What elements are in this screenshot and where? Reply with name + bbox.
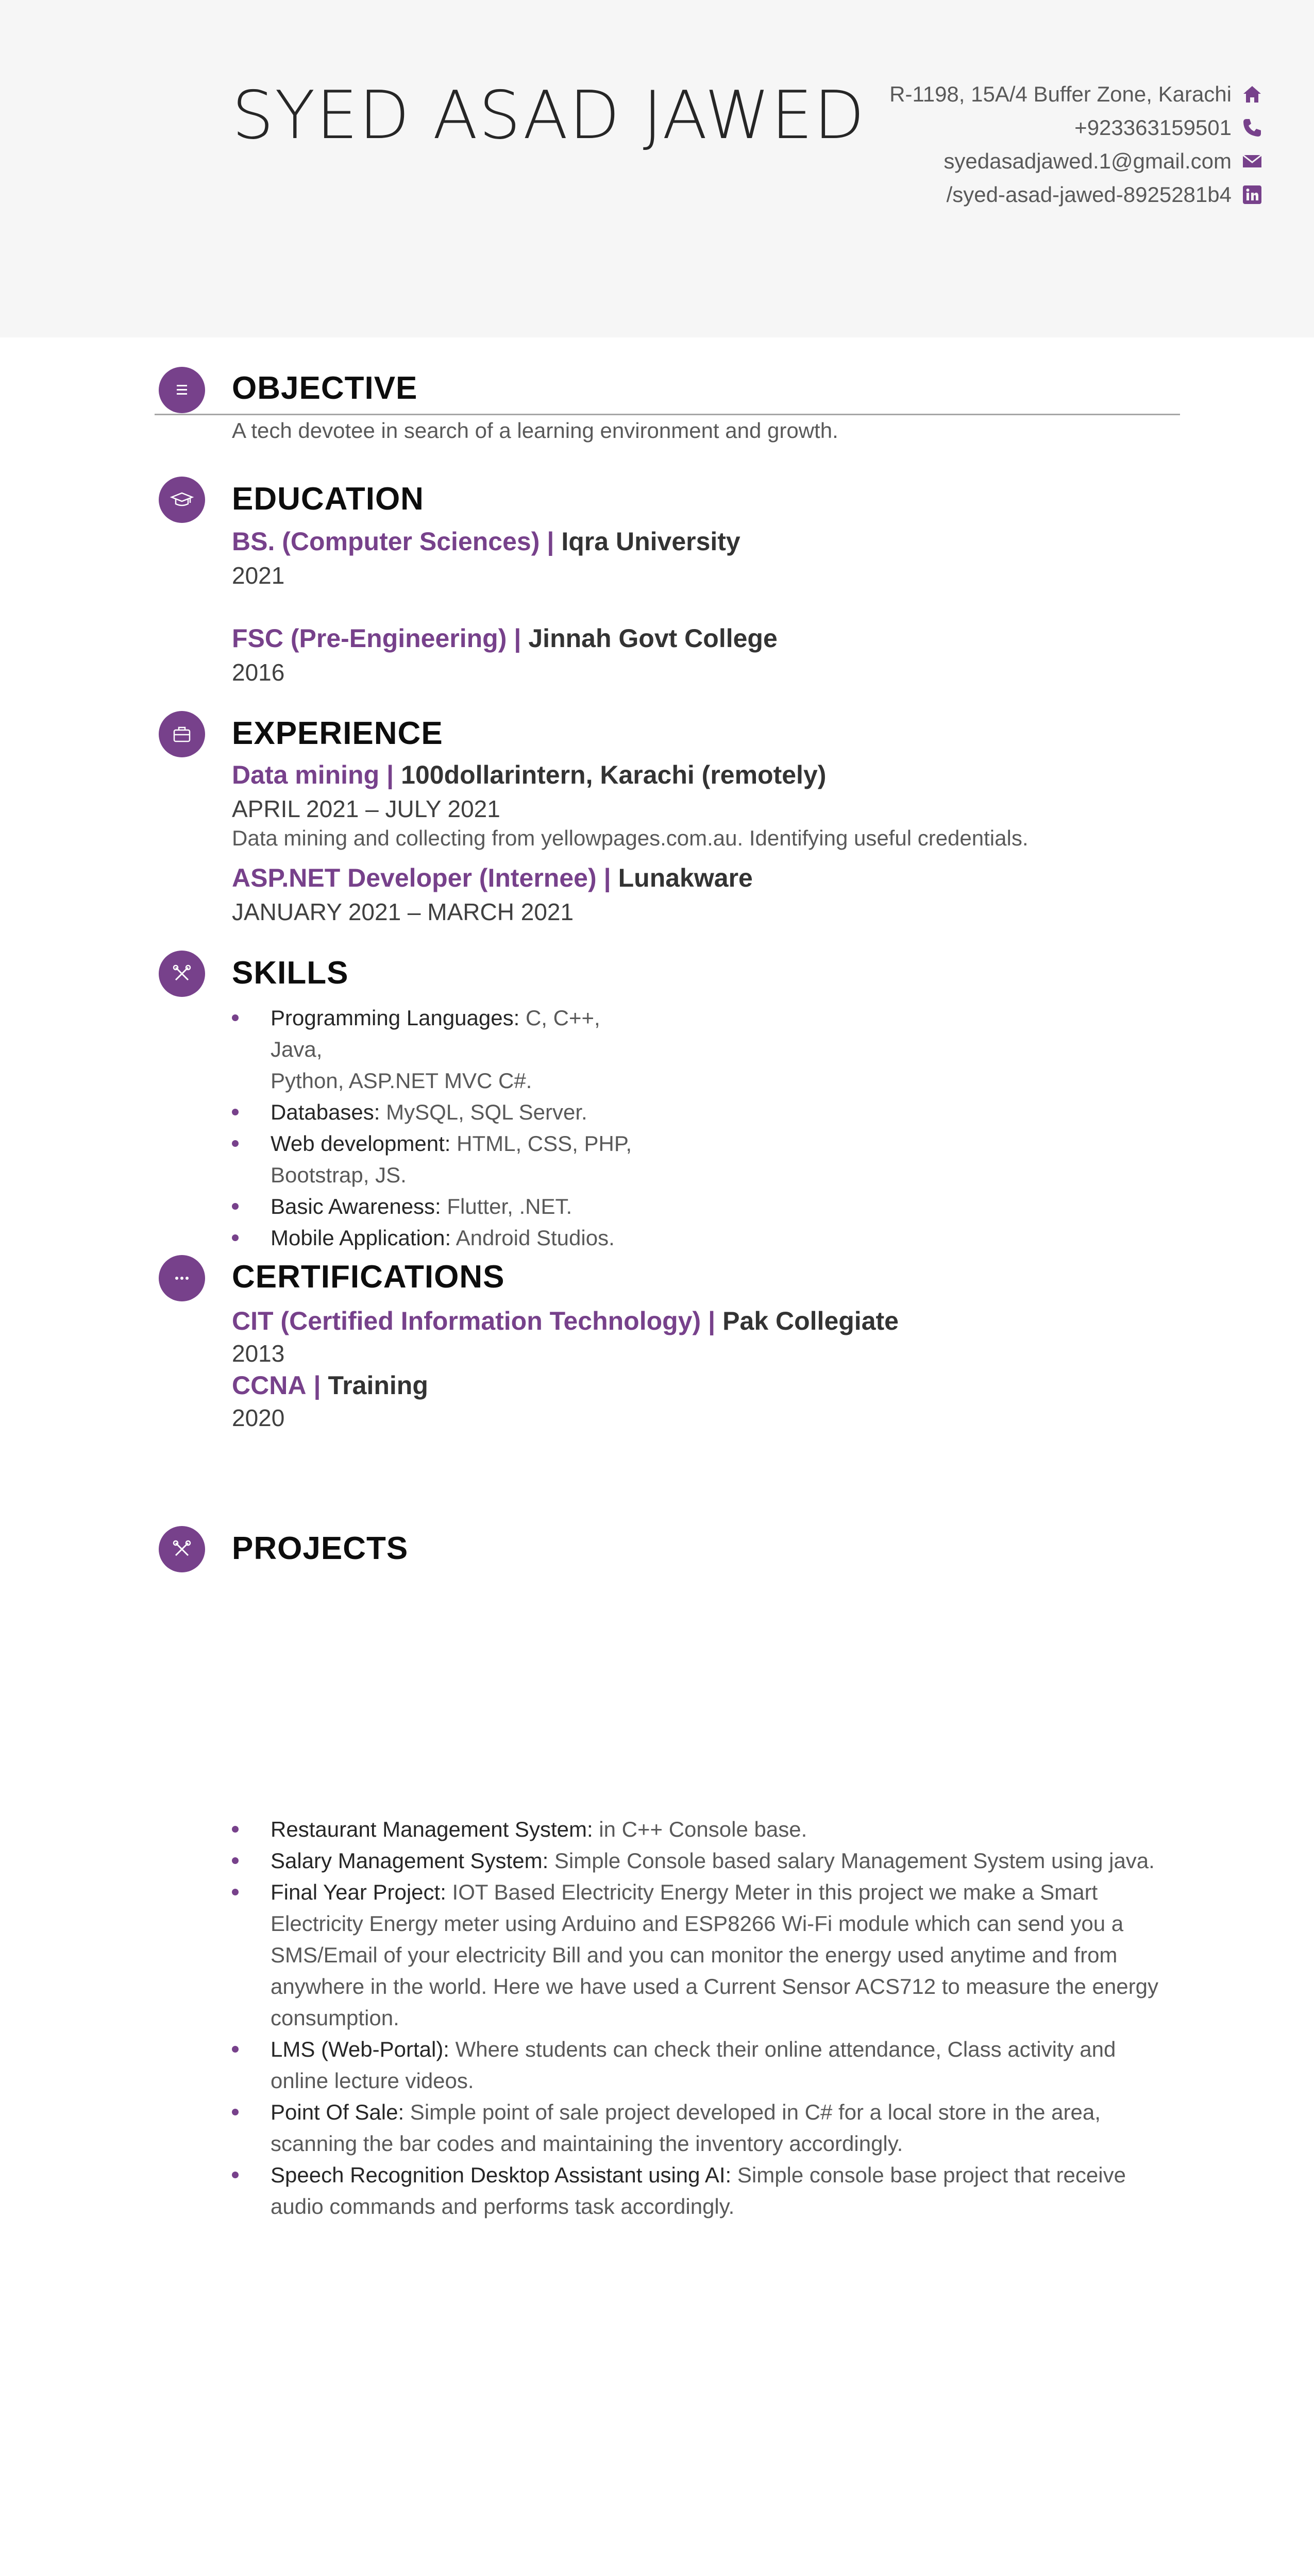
project-text: consumption. xyxy=(271,2006,399,2030)
skill-text: HTML, CSS, PHP, xyxy=(450,1131,632,1156)
project-text: in C++ Console base. xyxy=(593,1817,807,1841)
skill-text: C, C++, Java, xyxy=(271,1006,600,1061)
skill-item xyxy=(232,1128,644,1191)
project-item xyxy=(232,1876,1180,2033)
certification-entry-2 xyxy=(232,1370,428,1400)
separator: | xyxy=(708,1307,716,1335)
contact-linkedin[interactable] xyxy=(947,180,1262,209)
company-2: Lunakware xyxy=(618,863,753,892)
project-text: audio commands and performs task accordingly. xyxy=(271,2194,735,2218)
project-text: online lecture videos. xyxy=(271,2069,474,2093)
certifications-icon xyxy=(159,1255,205,1301)
bullet-dot xyxy=(232,1014,239,1021)
skill-label: Basic Awareness: xyxy=(271,1194,441,1218)
skill-text: MySQL, SQL Server. xyxy=(380,1100,587,1124)
experience-desc-1: Data mining and collecting from yellowpages.com.au. Identifying useful credentials. xyxy=(232,826,1029,850)
skill-item xyxy=(232,1222,644,1253)
bullet-dot xyxy=(232,1203,239,1210)
skill-text: Bootstrap, JS. xyxy=(271,1163,407,1187)
project-label: Speech Recognition Desktop Assistant using AI: xyxy=(271,2163,732,2187)
skill-label: Web development: xyxy=(271,1131,451,1156)
project-label: LMS (Web-Portal): xyxy=(271,2037,449,2061)
skill-label: Databases: xyxy=(271,1100,380,1124)
project-text: Simple console base project that receive xyxy=(731,2163,1126,2187)
project-text: IOT Based Electricity Energy Meter in this project we make a Smart xyxy=(446,1880,1098,1904)
degree-1: BS. (Computer Sciences) xyxy=(232,527,540,556)
objective-text: A tech devotee in search of a learning environment and growth. xyxy=(232,418,838,443)
contact-phone[interactable] xyxy=(1074,113,1262,142)
cert-name-1: CIT (Certified Information Technology) xyxy=(232,1307,701,1335)
objective-divider xyxy=(155,414,1180,415)
project-text: scanning the bar codes and maintaining the inventory accordingly. xyxy=(271,2131,903,2156)
bullet-dot xyxy=(232,1889,239,1895)
candidate-name: SYED ASAD JAWED xyxy=(232,77,866,154)
objective-heading: OBJECTIVE xyxy=(232,370,418,406)
bullet-dot xyxy=(232,1140,239,1147)
degree-2: FSC (Pre-Engineering) xyxy=(232,624,507,653)
linkedin-text[interactable]: /syed-asad-jawed-8925281b4 xyxy=(946,182,1232,207)
address-text: R-1198, 15A/4 Buffer Zone, Karachi xyxy=(889,82,1232,106)
projects-icon xyxy=(159,1526,205,1572)
skill-item xyxy=(232,1191,644,1222)
phone-icon xyxy=(1242,117,1262,138)
phone-text[interactable]: +923363159501 xyxy=(1074,115,1232,140)
projects-list xyxy=(232,1814,1180,2222)
email-icon xyxy=(1242,151,1262,172)
skill-item xyxy=(232,1096,644,1128)
projects-heading: PROJECTS xyxy=(232,1531,409,1566)
header-band xyxy=(0,0,1314,337)
project-text: Electricity Energy meter using Arduino and ESP8266 Wi-Fi module which can send you a xyxy=(271,1911,1124,1936)
skill-text: Flutter, .NET. xyxy=(441,1194,572,1218)
objective-icon xyxy=(159,367,205,413)
email-text[interactable]: syedasadjawed.1@gmail.com xyxy=(944,149,1232,173)
skill-label: Mobile Application: xyxy=(271,1226,451,1250)
project-text: anywhere in the world. Here we have used a Current Sensor ACS712 to measure the energy xyxy=(271,1974,1158,1998)
school-1: Iqra University xyxy=(561,527,740,556)
skill-label: Programming Languages: xyxy=(271,1006,520,1030)
separator: | xyxy=(603,863,611,892)
separator: | xyxy=(386,760,394,789)
project-item xyxy=(232,1845,1180,1876)
bullet-dot xyxy=(232,1826,239,1833)
experience-entry-2 xyxy=(232,863,753,893)
cert-name-2: CCNA xyxy=(232,1371,307,1400)
experience-heading: EXPERIENCE xyxy=(232,716,443,751)
school-2: Jinnah Govt College xyxy=(528,624,778,653)
skills-heading: SKILLS xyxy=(232,955,349,991)
bullet-dot xyxy=(232,1234,239,1241)
bullet-dot xyxy=(232,2172,239,2178)
linkedin-icon xyxy=(1242,184,1262,205)
skills-icon xyxy=(159,951,205,997)
project-item xyxy=(232,2159,1180,2222)
project-item xyxy=(232,1814,1180,1845)
bullet-dot xyxy=(232,2109,239,2115)
cert-org-2: Training xyxy=(328,1371,428,1400)
experience-entry-1 xyxy=(232,760,826,790)
company-1: 100dollarintern, Karachi (remotely) xyxy=(401,760,827,789)
skill-text: Python, ASP.NET MVC C#. xyxy=(271,1069,532,1093)
certification-year-1: 2013 xyxy=(232,1340,285,1367)
separator: | xyxy=(547,527,554,556)
project-label: Restaurant Management System: xyxy=(271,1817,593,1841)
skill-item xyxy=(232,1002,644,1096)
education-heading: EDUCATION xyxy=(232,481,424,517)
bullet-dot xyxy=(232,2046,239,2053)
project-text: SMS/Email of your electricity Bill and you can monitor the energy used anytime and from xyxy=(271,1943,1118,1967)
education-year-2: 2016 xyxy=(232,659,285,686)
certification-entry-1 xyxy=(232,1306,899,1336)
experience-dates-2: JANUARY 2021 – MARCH 2021 xyxy=(232,899,574,925)
project-label: Salary Management System: xyxy=(271,1849,549,1873)
project-item xyxy=(232,2033,1180,2096)
experience-icon xyxy=(159,711,205,757)
separator: | xyxy=(313,1371,321,1400)
project-label: Point Of Sale: xyxy=(271,2100,405,2124)
project-text: Where students can check their online attendance, Class activity and xyxy=(449,2037,1116,2061)
experience-dates-1: APRIL 2021 – JULY 2021 xyxy=(232,795,500,822)
education-entry-1 xyxy=(232,527,740,556)
skills-list xyxy=(232,1002,644,1253)
education-icon xyxy=(159,477,205,523)
education-year-1: 2021 xyxy=(232,562,285,589)
bullet-dot xyxy=(232,1109,239,1115)
skill-text: Android Studios. xyxy=(451,1226,615,1250)
project-text: Simple Console based salary Management System using java. xyxy=(548,1849,1155,1873)
education-entry-2 xyxy=(232,623,778,653)
contact-address xyxy=(889,80,1262,109)
home-icon xyxy=(1242,84,1262,105)
certification-year-2: 2020 xyxy=(232,1404,285,1431)
bullet-dot xyxy=(232,1857,239,1864)
project-item xyxy=(232,2096,1180,2159)
role-2: ASP.NET Developer (Internee) xyxy=(232,863,597,892)
certifications-heading: CERTIFICATIONS xyxy=(232,1259,505,1295)
cert-org-1: Pak Collegiate xyxy=(722,1307,899,1335)
project-text: Simple point of sale project developed in C# for a local store in the area, xyxy=(404,2100,1101,2124)
role-1: Data mining xyxy=(232,760,380,789)
contact-email[interactable] xyxy=(944,147,1262,176)
project-label: Final Year Project: xyxy=(271,1880,446,1904)
separator: | xyxy=(514,624,521,653)
